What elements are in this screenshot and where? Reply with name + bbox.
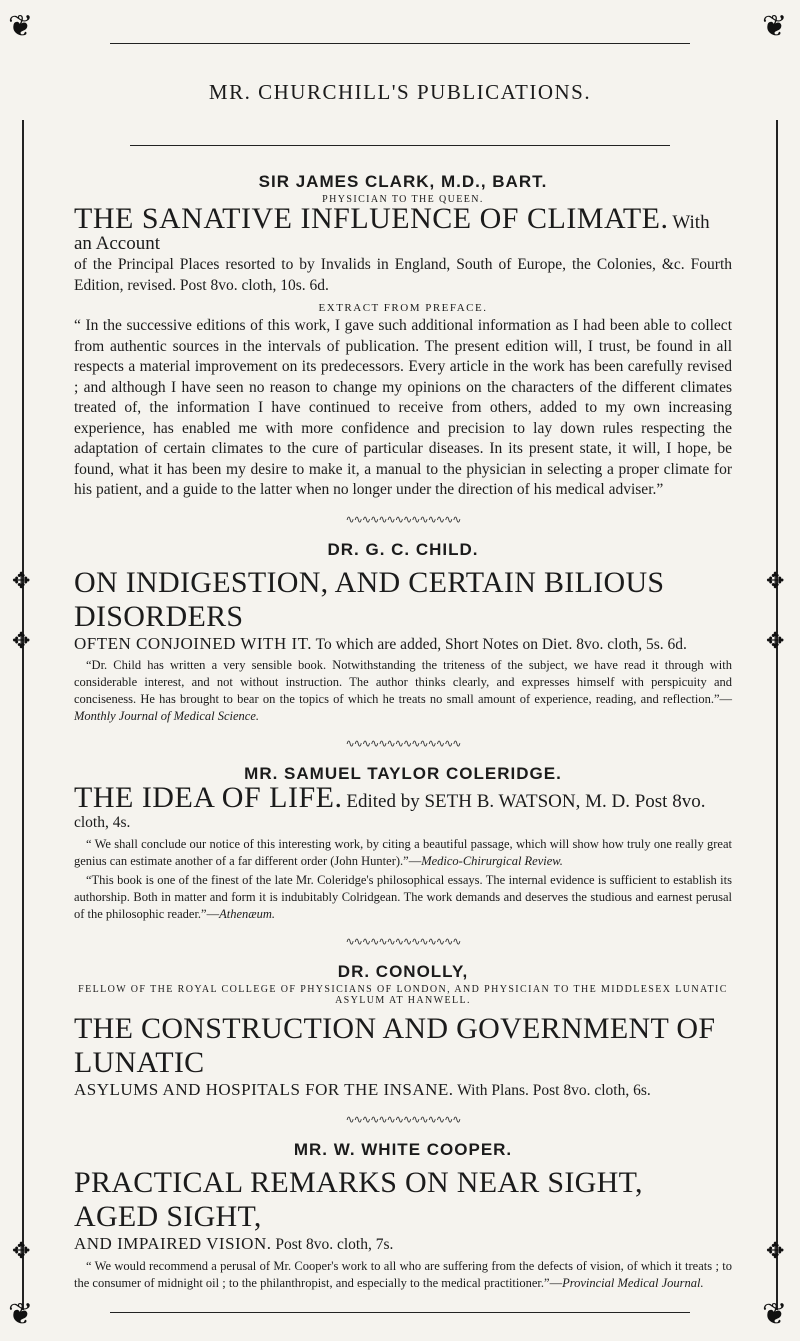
top-rule <box>110 43 690 44</box>
page-title: MR. CHURCHILL'S PUBLICATIONS. <box>208 80 592 104</box>
side-ornament-right-3: ✥ <box>766 1238 785 1263</box>
title-sub: ASYLUMS AND HOSPITALS FOR THE INSANE. <box>74 1079 454 1099</box>
book-details: With Plans. Post 8vo. cloth, 6s. <box>457 1081 651 1099</box>
author: MR. SAMUEL TAYLOR COLERIDGE. <box>244 764 562 783</box>
corner-ornament-bottom-left: ❦ <box>8 1298 34 1331</box>
side-ornament-right-2: ✥ <box>766 628 785 653</box>
title-tail: Edited by SETH B. WATSON, M. D. Post 8vo. <box>346 791 706 812</box>
title-sub: AND IMPAIRED VISION. <box>74 1234 272 1253</box>
side-ornament-left-1: ✥ <box>12 568 31 593</box>
right-border <box>776 120 778 1310</box>
bottom-rule <box>110 1312 690 1313</box>
extract-heading: EXTRACT FROM PREFACE. <box>318 302 488 314</box>
divider: ∿∿∿∿∿∿∿∿∿∿∿∿∿∿ <box>345 1114 461 1126</box>
divider: ∿∿∿∿∿∿∿∿∿∿∿∿∿∿ <box>345 738 461 750</box>
review <box>74 1258 732 1292</box>
review-source: Monthly Journal of Medical Science. <box>74 709 260 723</box>
divider: ∿∿∿∿∿∿∿∿∿∿∿∿∿∿ <box>345 513 461 526</box>
book-details-line <box>74 1080 732 1102</box>
credential: PHYSICIAN TO THE QUEEN. <box>322 194 484 205</box>
entry-child <box>74 540 732 726</box>
review <box>74 836 732 870</box>
author: DR. CONOLLY, <box>337 961 469 981</box>
title-text: THE IDEA OF LIFE. <box>74 781 343 814</box>
content <box>74 172 732 1292</box>
corner-ornament-bottom-right: ❦ <box>762 1298 788 1331</box>
entry-coleridge <box>74 764 732 923</box>
book-details: cloth, 4s. <box>74 814 131 831</box>
book-details-line <box>74 1234 732 1256</box>
review-text: “ We shall conclude our notice of this interesting work, by citing a beautiful passage, which will show how truly one really great genius can estimate another of a far different order (John Hunter).”— <box>74 836 732 868</box>
review-text: “This book is one of the finest of the late Mr. Coleridge's philosophical essays. The internal evidence is sufficient to establish its authorship. Both in matter and form it is indubitably Colridgean. The work demands and deserves the studious and earnest perusal of the philosophic reader.”— <box>74 872 732 921</box>
review-source: Athenæum. <box>219 906 275 921</box>
book-title <box>74 202 732 255</box>
book-details-line <box>74 634 732 656</box>
side-ornament-right-1: ✥ <box>766 568 785 593</box>
entry-cooper <box>74 1140 732 1292</box>
entry-conolly <box>74 962 732 1102</box>
entry-clark <box>74 172 732 501</box>
author: DR. G. C. CHILD. <box>327 539 479 559</box>
divider: ∿∿∿∿∿∿∿∿∿∿∿∿∿∿ <box>345 935 461 948</box>
corner-ornament-top-left: ❦ <box>8 10 34 43</box>
review-source: Medico-Chirurgical Review. <box>421 853 563 868</box>
review-text: “ We would recommend a perusal of Mr. Cooper's work to all who are suffering from the defects of vision, of which it treats ; to the consumer of midnight oil ; to the philanthropist, and especially to the medical practitioner.”— <box>74 1258 732 1290</box>
book-title: ON INDIGESTION, AND CERTAIN BILIOUS DISORDERS <box>74 565 665 633</box>
book-title: THE CONSTRUCTION AND GOVERNMENT OF LUNATIC <box>74 1011 716 1079</box>
author: MR. W. WHITE COOPER. <box>293 1140 513 1159</box>
author: SIR JAMES CLARK, M.D., BART. <box>258 172 548 191</box>
book-title: PRACTICAL REMARKS ON NEAR SIGHT, AGED SIGHT, <box>74 1166 643 1233</box>
left-border <box>22 120 24 1310</box>
book-title <box>74 781 732 814</box>
header-rule <box>130 145 670 146</box>
extract-text: “ In the successive editions of this work, I gave such additional information as I had been able to collect from authentic sources in the intervals of publication. The present edition will, I trust, be found in all respects a material improvement on its predecessors. Every article in the work has been carefully revised ; and although I have seen no reason to change my opinions on the characters of the different climates treated of, the information I have continued to receive from others, added to my own increasing experience, has enabled me with more confidence and precision to lay down rules respecting the adaptation of certain climates to the cure of particular diseases. In its present state, it will, I hope, be found, what it has been my desire to make it, a manual to the physician in selecting a proper climate for his patient, and a guide to the latter when no longer under the direction of his medical adviser.” <box>74 317 732 498</box>
review-text: “Dr. Child has written a very sensible book. Notwithstanding the triteness of the subject, we have read it through with considerable interest, and not without instruction. The author thinks clearly, and expresses himself with perspicuity and conciseness. He has brought to bear on the topics of which he treats no small amount of experience, reading, and reflection.”— <box>74 658 732 706</box>
corner-ornament-top-right: ❦ <box>762 10 788 43</box>
side-ornament-left-2: ✥ <box>12 628 31 653</box>
book-details: Post 8vo. cloth, 7s. <box>275 1236 394 1253</box>
title-text: THE SANATIVE INFLUENCE OF CLIMATE. <box>74 202 669 235</box>
title-sub: OFTEN CONJOINED WITH IT. <box>74 633 313 653</box>
book-details: To which are added, Short Notes on Diet. 8vo. cloth, 5s. 6d. <box>315 635 687 653</box>
title-tail: With an Account <box>74 212 710 254</box>
review-source: Provincial Medical Journal. <box>562 1275 704 1290</box>
review <box>74 657 732 725</box>
side-ornament-left-3: ✥ <box>12 1238 31 1263</box>
credential: FELLOW OF THE ROYAL COLLEGE OF PHYSICIANS OF LONDON, AND PHYSICIAN TO THE MIDDLESEX LUNATIC ASYLUM AT HANWELL. <box>78 983 728 1006</box>
book-details: of the Principal Places resorted to by Invalids in England, South of Europe, the Colonies, &c. Fourth Edition, revised. Post 8vo. cloth, 10s. 6d. <box>74 256 732 294</box>
review <box>74 872 732 923</box>
